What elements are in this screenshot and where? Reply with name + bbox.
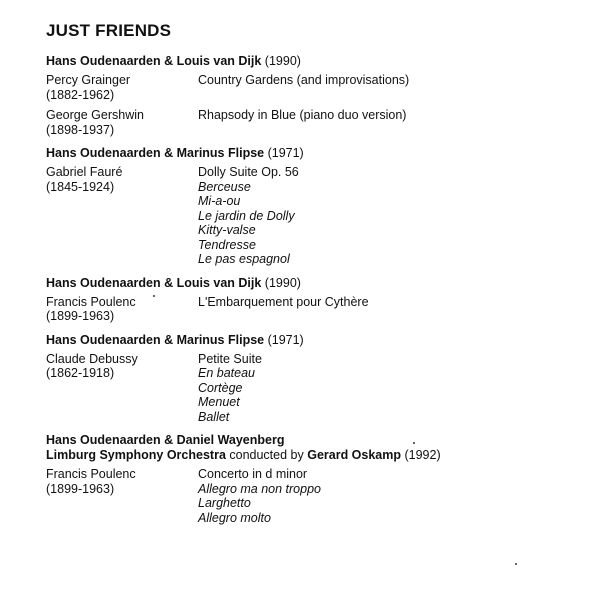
performer-section <box>46 433 566 525</box>
composer-name: George Gershwin <box>46 108 144 122</box>
section-heading-block <box>46 54 566 69</box>
scan-speck <box>515 563 517 565</box>
work-entry <box>46 352 566 425</box>
conductor-name: Gerard Oskamp <box>307 448 402 462</box>
movement-title: Mi-a-ou <box>198 194 241 208</box>
movement-title: Le pas espagnol <box>198 252 290 266</box>
section-heading-block <box>46 276 566 291</box>
sections-container <box>46 54 566 525</box>
composer-column <box>46 108 198 137</box>
movement-title: Tendresse <box>198 237 256 252</box>
section-heading <box>46 276 566 291</box>
page-title: JUST FRIENDS <box>46 21 172 40</box>
section-heading-block <box>46 333 566 348</box>
heading-text: (1990) <box>261 54 301 68</box>
work-entry <box>46 165 566 267</box>
work-title: L'Embarquement pour Cythère <box>198 294 369 309</box>
work-title: Dolly Suite Op. 56 <box>198 165 299 179</box>
works-column <box>198 467 566 525</box>
composer-name: Gabriel Fauré <box>46 165 123 179</box>
movement-title: Kitty-valse <box>198 223 256 237</box>
movement-title: Allegro ma non troppo <box>198 481 321 496</box>
composer-name: Claude Debussy <box>46 351 138 366</box>
heading-text: (1990) <box>261 275 301 290</box>
composer-column <box>46 73 198 102</box>
recording-year: (1992) <box>401 448 441 462</box>
movement-title: Larghetto <box>198 496 251 510</box>
work-title: Rhapsody in Blue (piano duo version) <box>198 108 407 122</box>
section-heading-block <box>46 146 566 161</box>
work-entry <box>46 73 566 102</box>
work-entry <box>46 467 566 525</box>
composer-dates: (1899-1963) <box>46 309 115 323</box>
composer-column <box>46 467 198 525</box>
section-heading-block <box>46 433 566 463</box>
track-listing-page <box>46 20 566 534</box>
movement-title: Le jardin de Dolly <box>198 208 295 223</box>
performer-section <box>46 146 566 267</box>
work-entry <box>46 295 566 324</box>
section-heading <box>46 448 566 463</box>
composer-column <box>46 352 198 425</box>
performer-section <box>46 276 566 324</box>
movement-title: Ballet <box>198 409 230 424</box>
performer-section <box>46 54 566 137</box>
composer-dates: (1862-1918) <box>46 366 115 380</box>
performer-names: Hans Oudenaarden & Louis van Dijk <box>46 54 262 68</box>
work-entry <box>46 108 566 137</box>
works-column <box>198 165 566 267</box>
composer-dates: (1845-1924) <box>46 179 115 194</box>
work-title: Country Gardens (and improvisations) <box>198 73 410 87</box>
heading-text: (1971) <box>264 146 304 160</box>
composer-name: Francis Poulenc <box>46 294 136 309</box>
movement-title: En bateau <box>198 366 255 380</box>
composer-dates: (1882-1962) <box>46 87 115 102</box>
movement-title: Berceuse <box>198 179 251 194</box>
composer-name: Francis Poulenc <box>46 467 136 481</box>
composer-column <box>46 295 198 324</box>
scan-speck <box>413 442 415 444</box>
performer-names: Hans Oudenaarden & Daniel Wayenberg <box>46 433 285 447</box>
composer-dates: (1899-1963) <box>46 481 115 496</box>
section-heading <box>46 433 566 448</box>
section-heading <box>46 54 566 69</box>
section-heading <box>46 333 566 348</box>
performer-names: Limburg Symphony Orchestra <box>46 448 226 462</box>
scan-speck <box>153 295 155 297</box>
section-heading <box>46 146 566 161</box>
work-title: Concerto in d minor <box>198 467 308 481</box>
performer-names: Hans Oudenaarden & Marinus Flipse <box>46 146 265 160</box>
performer-section <box>46 333 566 425</box>
heading-text: (1971) <box>264 332 304 347</box>
work-title: Petite Suite <box>198 351 262 366</box>
works-column <box>198 108 566 137</box>
movement-title: Cortège <box>198 380 243 395</box>
composer-name: Percy Grainger <box>46 73 131 87</box>
heading-text: conducted by <box>225 448 308 462</box>
works-column <box>198 73 566 102</box>
composer-column <box>46 165 198 267</box>
movement-title: Allegro molto <box>198 510 271 525</box>
movement-title: Menuet <box>198 395 240 409</box>
composer-dates: (1898-1937) <box>46 122 115 137</box>
performer-names: Hans Oudenaarden & Louis van Dijk <box>46 275 262 290</box>
performer-names: Hans Oudenaarden & Marinus Flipse <box>46 332 265 347</box>
works-column <box>198 352 566 425</box>
works-column <box>198 295 566 324</box>
